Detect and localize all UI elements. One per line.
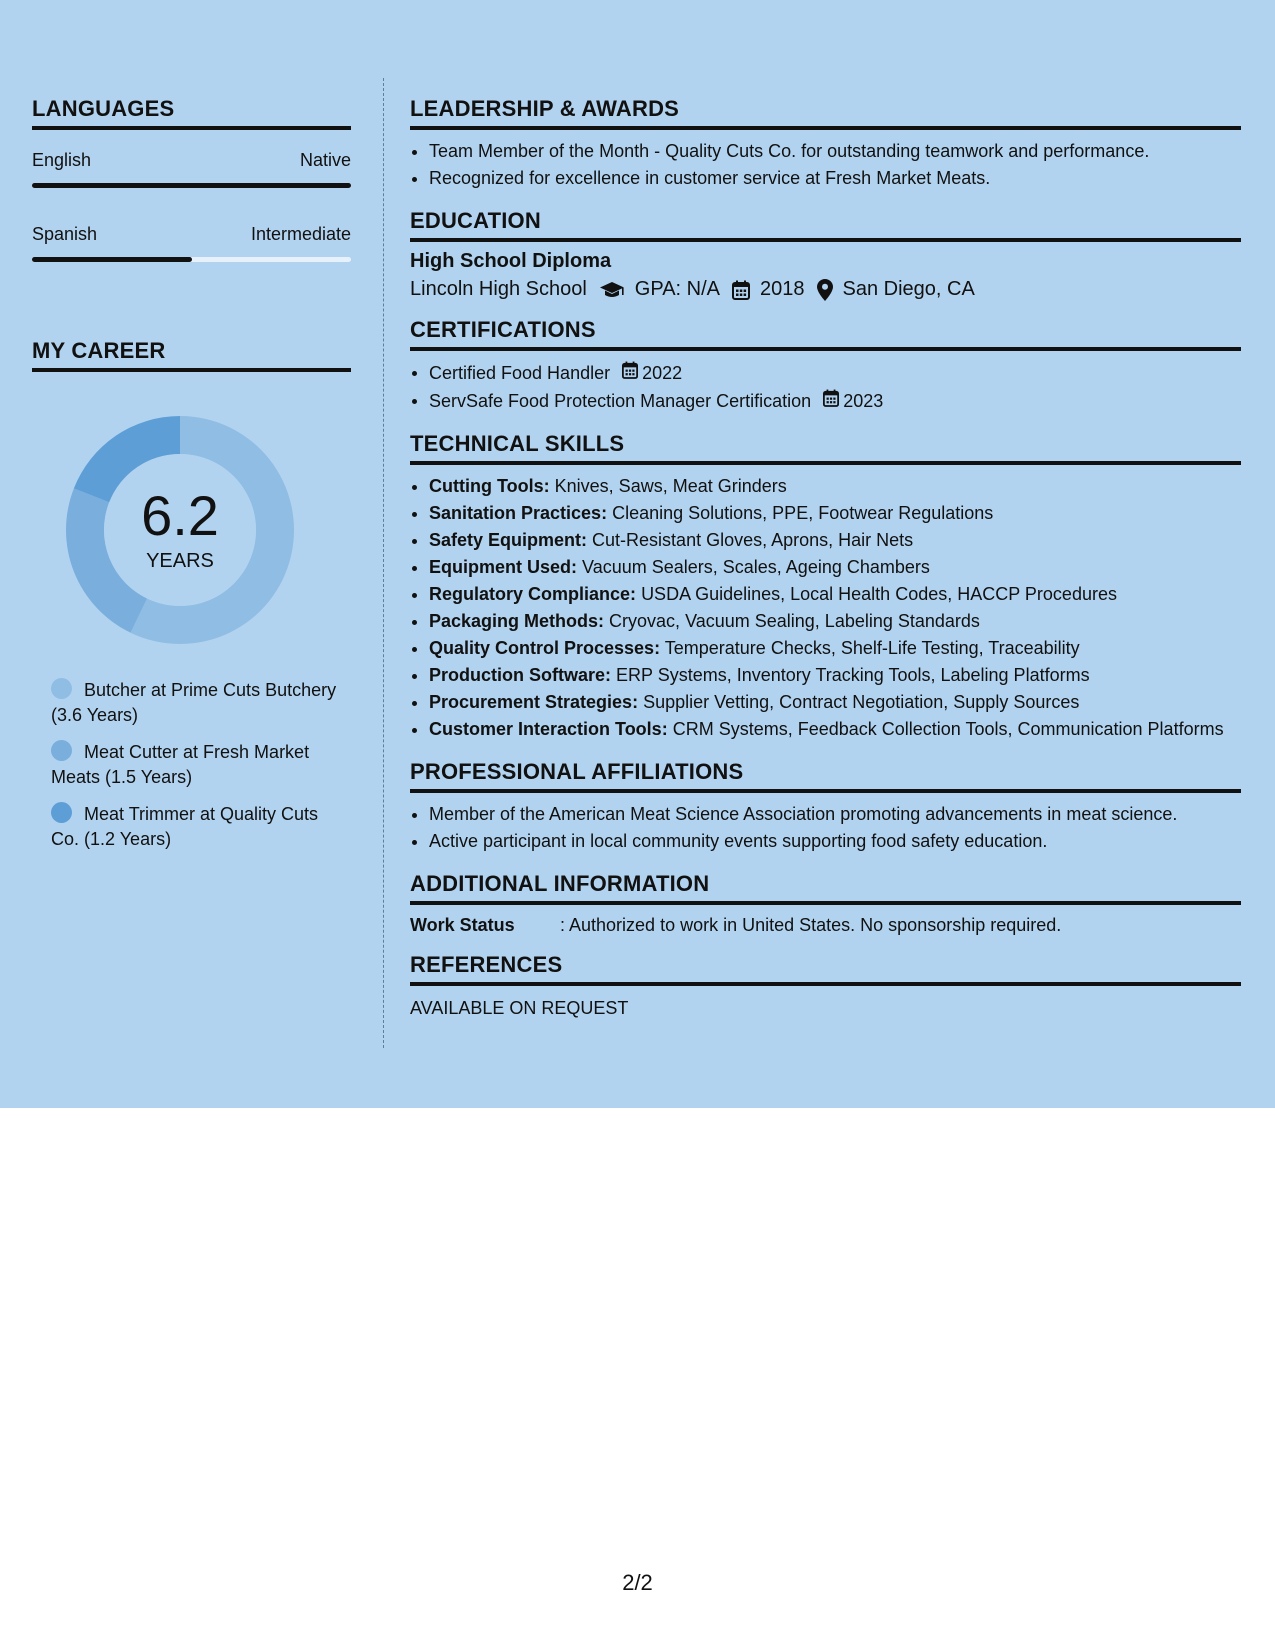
- skill-text: Temperature Checks, Shelf-Life Testing, Traceability: [664, 637, 1080, 658]
- references-text: AVAILABLE ON REQUEST: [410, 997, 629, 1018]
- career-total-years: 6.2: [141, 483, 219, 547]
- language-level-fill: [32, 183, 351, 188]
- list-item: [429, 359, 1241, 387]
- list-item: [429, 635, 1241, 662]
- language-item: [32, 150, 351, 188]
- page-number: 2/2: [622, 1570, 653, 1595]
- legend-dot-icon: [51, 740, 72, 761]
- skill-text: Cryovac, Vacuum Sealing, Labeling Standards: [609, 610, 980, 631]
- list-item: [429, 662, 1241, 689]
- skill-label: Cutting Tools:: [429, 475, 550, 496]
- list-item: [429, 608, 1241, 635]
- certification-year: 2023: [843, 390, 884, 411]
- language-level: Native: [299, 150, 351, 170]
- career-section: [32, 322, 351, 852]
- career-legend-label: Meat Cutter at Fresh Market Meats (1.5 Years): [51, 742, 310, 787]
- calendar-icon: [622, 360, 638, 387]
- skill-label: Equipment Used:: [429, 556, 578, 577]
- map-pin-icon: [817, 279, 833, 301]
- legend-dot-icon: [51, 678, 72, 699]
- work-status-value: : Authorized to work in United States. No sponsorship required.: [560, 914, 1062, 935]
- list-item: [429, 581, 1241, 608]
- education-heading: EDUCATION: [410, 192, 1241, 242]
- certification-name: Certified Food Handler: [429, 362, 611, 383]
- languages-heading: LANGUAGES: [32, 80, 351, 130]
- leadership-list: [429, 138, 1241, 192]
- education-degree: High School Diploma: [410, 250, 612, 272]
- education-details: [410, 278, 1241, 301]
- skill-text: Cut-Resistant Gloves, Aprons, Hair Nets: [592, 529, 914, 550]
- language-level: Intermediate: [250, 224, 351, 244]
- skills-list: [429, 473, 1241, 743]
- skill-label: Customer Interaction Tools:: [429, 718, 668, 739]
- right-column: [410, 80, 1241, 1019]
- skill-label: Procurement Strategies:: [429, 691, 639, 712]
- career-donut-center: [66, 416, 294, 644]
- career-legend-label: Butcher at Prime Cuts Butchery (3.6 Years): [51, 680, 337, 725]
- list-item: [429, 473, 1241, 500]
- language-level-fill: [32, 257, 192, 262]
- career-donut-chart: [66, 416, 294, 644]
- skill-text: Cleaning Solutions, PPE, Footwear Regulations: [612, 502, 994, 523]
- skill-label: Safety Equipment:: [429, 529, 588, 550]
- languages-section: [32, 80, 351, 262]
- affiliations-heading: PROFESSIONAL AFFILIATIONS: [410, 743, 1241, 793]
- list-item: [429, 387, 1241, 415]
- skill-label: Packaging Methods:: [429, 610, 605, 631]
- list-item: [429, 716, 1241, 743]
- additional-info-section: [410, 855, 1241, 936]
- language-name: English: [32, 150, 92, 170]
- career-legend-item: [51, 740, 351, 790]
- legend-dot-icon: [51, 802, 72, 823]
- list-item: [429, 689, 1241, 716]
- language-level-bar: [32, 183, 351, 188]
- list-item: • Recognized for excellence in customer service at Fresh Market Meats.: [429, 165, 1241, 192]
- career-legend-item: [51, 678, 351, 728]
- references-heading: REFERENCES: [410, 936, 1241, 986]
- skill-text: USDA Guidelines, Local Health Codes, HACCP Procedures: [641, 583, 1117, 604]
- list-item: • Member of the American Meat Science Association promoting advancements in meat science.: [429, 801, 1241, 828]
- skill-text: ERP Systems, Inventory Tracking Tools, Labeling Platforms: [616, 664, 1090, 685]
- additional-info-heading: ADDITIONAL INFORMATION: [410, 855, 1241, 905]
- skills-heading: TECHNICAL SKILLS: [410, 415, 1241, 465]
- skill-label: Quality Control Processes:: [429, 637, 661, 658]
- skill-label: Regulatory Compliance:: [429, 583, 637, 604]
- list-item: • Active participant in local community events supporting food safety education.: [429, 828, 1241, 855]
- career-total-unit: YEARS: [146, 549, 214, 572]
- skill-text: Vacuum Sealers, Scales, Ageing Chambers: [582, 556, 930, 577]
- education-gpa: GPA: N/A: [634, 278, 720, 300]
- column-divider: [383, 78, 384, 1048]
- work-status-row: [410, 915, 1241, 936]
- education-section: [410, 192, 1241, 301]
- leadership-heading: LEADERSHIP & AWARDS: [410, 80, 1241, 130]
- career-legend-item: [51, 802, 351, 852]
- references-section: [410, 936, 1241, 1019]
- affiliations-list: [429, 801, 1241, 855]
- leadership-section: [410, 80, 1241, 192]
- language-name: Spanish: [32, 224, 98, 244]
- career-legend-label: Meat Trimmer at Quality Cuts Co. (1.2 Years): [51, 804, 319, 849]
- affiliations-section: [410, 743, 1241, 855]
- list-item: [429, 554, 1241, 581]
- graduation-cap-icon: [599, 280, 625, 300]
- certifications-section: [410, 301, 1241, 415]
- certifications-list: [429, 359, 1241, 415]
- skill-text: Knives, Saws, Meat Grinders: [554, 475, 787, 496]
- education-school: Lincoln High School: [410, 278, 587, 300]
- certifications-heading: CERTIFICATIONS: [410, 301, 1241, 351]
- language-item: [32, 224, 351, 262]
- list-item: [429, 527, 1241, 554]
- education-location: San Diego, CA: [842, 278, 975, 300]
- list-item: [429, 500, 1241, 527]
- calendar-icon: [823, 388, 839, 415]
- skills-section: [410, 415, 1241, 743]
- skill-text: CRM Systems, Feedback Collection Tools, Communication Platforms: [672, 718, 1224, 739]
- left-column: [32, 80, 351, 864]
- certification-year: 2022: [642, 362, 683, 383]
- calendar-icon: [732, 280, 750, 300]
- work-status-label: Work Status: [410, 914, 515, 935]
- list-item: • Team Member of the Month - Quality Cuts Co. for outstanding teamwork and performance.: [429, 138, 1241, 165]
- career-legend: [32, 678, 351, 852]
- certification-name: ServSafe Food Protection Manager Certification: [429, 390, 812, 411]
- skill-label: Production Software:: [429, 664, 612, 685]
- skill-label: Sanitation Practices:: [429, 502, 608, 523]
- language-level-bar: [32, 257, 351, 262]
- education-year: 2018: [760, 278, 805, 300]
- skill-text: Supplier Vetting, Contract Negotiation, Supply Sources: [643, 691, 1080, 712]
- career-heading: MY CAREER: [32, 322, 351, 372]
